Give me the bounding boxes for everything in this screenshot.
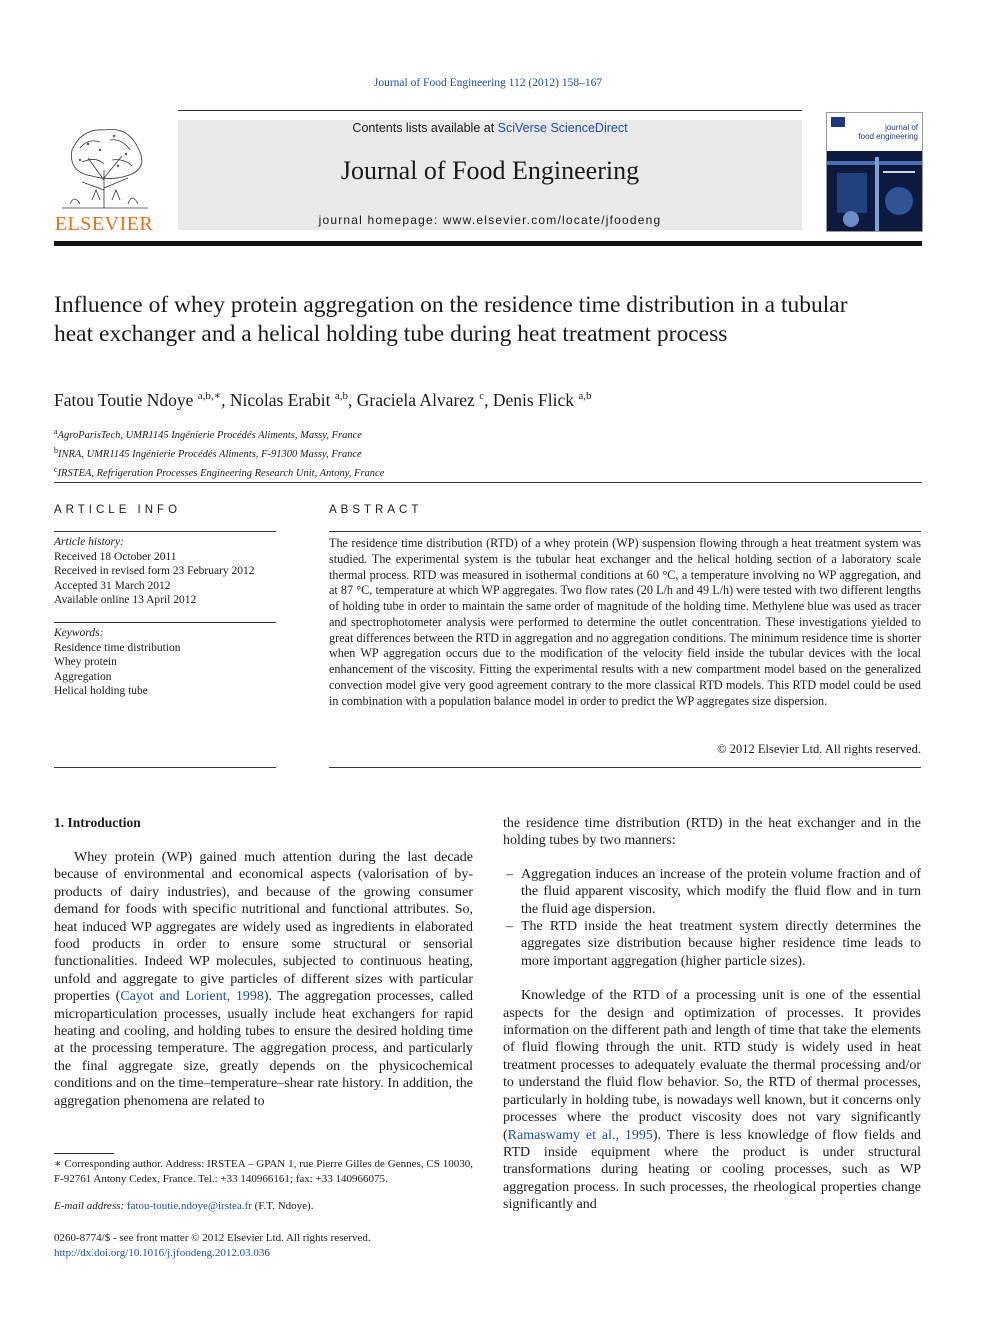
front-matter — [54, 1231, 371, 1260]
paragraph-text: Knowledge of the RTD of a processing unit is one of the essential aspects for the design and optimization of processes. It provides information on the different path and length of time that take the elements of fluid flowing through the unit. RTD study is widely used in heat treatment processes to adequately evaluate the thermal processing and/or to understand the fluid flow behavior. So, the RTD of thermal processes, particularly in holding tube, is nowadays well known, but it concerns only processes where the product viscosity does not vary significantly ( — [503, 988, 921, 1143]
author-affiliation-marker[interactable]: a,b — [578, 390, 592, 402]
affiliation-list — [54, 424, 384, 481]
keywords-label: Keywords: — [54, 627, 104, 639]
corresponding-author-footnote: ∗ Corresponding author. Address: IRSTEA – GPAN 1, rue Pierre Gilles de Gennes, CS 10030, F-92761 Antony Cedex, France. Tel.: +33 140966161; fax: +33 140966075. — [54, 1158, 473, 1185]
homepage-url[interactable]: www.elsevier.com/locate/jfoodeng — [442, 213, 662, 227]
author-name[interactable]: Denis Flick — [492, 390, 575, 410]
article-title: Influence of whey protein aggregation on the residence time distribution in a tubular heat exchanger and a helical holding tube during heat treatment process — [54, 292, 848, 347]
sciencedirect-link[interactable]: SciVerse ScienceDirect — [497, 121, 628, 135]
citation-link[interactable]: Ramaswamy et al., 1995 — [507, 1127, 653, 1143]
email-footnote — [54, 1200, 473, 1212]
abstract-heading: ABSTRACT — [329, 504, 423, 516]
article-info-heading: ARTICLE INFO — [54, 504, 182, 516]
abstract-copyright: © 2012 Elsevier Ltd. All rights reserved. — [717, 742, 921, 756]
journal-citation[interactable] — [0, 77, 976, 89]
section-rule — [54, 531, 276, 532]
affiliation-text: IRSTEA, Refrigeration Processes Engineering Research Unit, Antony, France — [57, 468, 385, 479]
citation-link[interactable]: Journal of Food Engineering 112 (2012) 158–167 — [373, 77, 603, 89]
author-name[interactable]: Nicolas Erabit — [229, 390, 331, 410]
footnote-rule — [54, 1153, 114, 1154]
doi-link[interactable]: http://dx.doi.org/10.1016/j.jfoodeng.2012.03.036 — [54, 1246, 270, 1259]
body-paragraph: the residence time distribution (RTD) in the heat exchanger and in the holding tubes by two manners: — [503, 816, 921, 849]
section-heading: 1. Introduction — [54, 815, 141, 830]
section-rule — [54, 767, 276, 768]
body-paragraph — [54, 849, 473, 1110]
paragraph-text: Whey protein (WP) gained much attention during the last decade because of environmental and economical aspects (valorisation of by-products of dairy industries), and because of the growing consumer demand for foods with specific nutritional and functional attributes. So, heat induced WP aggregates are widely used as ingredients in elaborated food products in order to ensure some structural or sensorial functionalities. Indeed WP molecules, subjected to continuous heating, unfold and aggregate to give particles of different sizes with particular properties ( — [54, 850, 473, 1005]
author-affiliation-marker[interactable]: a,b,∗ — [197, 390, 222, 402]
author-name[interactable]: Fatou Toutie Ndoye — [54, 390, 194, 410]
journal-name: Journal of Food Engineering — [340, 156, 640, 185]
affiliation-label: a — [54, 427, 58, 436]
author-affiliation-marker[interactable]: a,b — [334, 390, 349, 402]
paragraph-text: ). There is less knowledge of flow fields and RTD inside equipment where the product is under structural transformations during heating or cooling processes, such as WP aggregation process. In such processes, the rheological properties change significantly and — [503, 1127, 921, 1213]
elsevier-wordmark: ELSEVIER — [54, 213, 154, 235]
cover-title-line2: food engineering — [858, 132, 918, 141]
issn-line: 0260-8774/$ - see front matter © 2012 Elsevier Ltd. All rights reserved. — [54, 1232, 371, 1244]
journal-homepage — [178, 213, 802, 227]
list-item: – Aggregation induces an increase of the protein volume fraction and of the fluid apparent viscosity, which modify the fluid flow and in turn the fluid age dispersion. — [521, 866, 921, 918]
abstract-text: The residence time distribution (RTD) of a whey protein (WP) suspension flowing through a heat treatment system was studied. The experimental system is the tubular heat exchanger and the helical holding section of a laboratory scale thermal process. RTD was measured in isothermal conditions at 60 °C, a temperature involving no WP aggregation, and at 87 °C, temperature at which WP aggregates. Two flow rates (20 L/h and 49 L/h) were tested with two different lengths of holding tube in order to maintain the same order of magnitude of the holding time. Methylene blue was used as tracer and spectrophotometer analysis were performed to determine the outlet concentration. These investigations yielded to great differences between the RTD in aggregation and no aggregation conditions. The minimum residence time is shorter when WP aggregation occurs due to the modification of the velocity field inside the tubular devices with the local enhancement of the viscosity. Fitting the experimental results with a new compartment model based on the generalized convection model give very good agreement contrary to the more classical RTD models. This RTD model could be used in combination with a population balance model in order to predict the WP aggregates size dispersion. — [329, 536, 921, 708]
keyword-item: Residence time distribution — [54, 641, 181, 654]
list-item: – The RTD inside the heat treatment system directly determines the aggregates size distribution because higher residence time leads to more important aggregation (higher particle sizes). — [521, 918, 921, 970]
affiliation-text: AgroParisTech, UMR1145 Ingénierie Procédés Aliments, Massy, France — [57, 430, 362, 441]
article-history — [54, 535, 255, 608]
author-name[interactable]: Graciela Alvarez — [356, 390, 475, 410]
elsevier-logo — [52, 120, 156, 234]
affiliation-item — [54, 443, 384, 462]
header-rule — [178, 110, 802, 111]
affiliation-label: b — [54, 446, 58, 455]
author-list: Fatou Toutie Ndoye $^{a,b,∗}$, Nicolas Erabit $^{a,b}$, Graciela Alvarez $^c$, Denis Flick $^{a,b}$ — [54, 390, 592, 410]
section-rule — [329, 531, 921, 532]
keywords — [54, 626, 180, 699]
author-affiliation-marker[interactable]: c — [479, 390, 485, 402]
history-item: Received in revised form 23 February 2012 — [54, 565, 255, 577]
history-item: Available online 13 April 2012 — [54, 594, 197, 606]
keyword-item: Whey protein — [54, 656, 117, 668]
contents-line — [178, 121, 802, 135]
section-rule — [54, 622, 276, 623]
keyword-item: Helical holding tube — [54, 685, 148, 697]
history-label: Article history: — [54, 536, 124, 548]
section-rule — [54, 482, 922, 483]
homepage-prefix: journal homepage: — [318, 213, 443, 227]
affiliation-item — [54, 424, 384, 443]
paragraph-text: ). The aggregation processes, called microparticulation processes, usually include heat exchangers for rapid heating and cooling, and holding tubes to ensure the desired holding time at the processing temperature. The aggregation process, and particularly the final aggregate size, greatly depends on the physicochemical conditions and on the time–temperature–shear rate history. In addition, the aggregation phenomena are related to — [54, 989, 473, 1109]
body-left-column — [54, 849, 473, 1110]
email-link[interactable]: fatou-toutie.ndoye@irstea.fr — [126, 1200, 252, 1212]
affiliation-item — [54, 462, 384, 481]
history-item: Accepted 31 March 2012 — [54, 579, 171, 592]
section-rule — [329, 767, 921, 768]
history-item: Received 18 October 2011 — [54, 550, 177, 563]
header-thick-rule — [54, 241, 922, 246]
email-suffix: (F.T. Ndoye). — [251, 1200, 314, 1212]
journal-cover-thumbnail — [826, 112, 923, 232]
cover-graphic-icon — [827, 113, 922, 231]
body-paragraph — [503, 987, 921, 1213]
bullet-list — [503, 866, 921, 970]
affiliation-label: c — [54, 465, 58, 474]
body-right-column — [503, 815, 921, 1214]
cover-title-line1: journal of — [885, 123, 918, 132]
citation-link[interactable]: Cayot and Lorient, 1998 — [120, 989, 264, 1005]
keyword-item: Aggregation — [54, 670, 112, 683]
email-label: E-mail address: — [54, 1200, 127, 1212]
elsevier-tree-icon — [52, 120, 156, 212]
affiliation-text: INRA, UMR1145 Ingénierie Procédés Aliments, F-91300 Massy, France — [58, 449, 362, 460]
contents-prefix: Contents lists available at — [352, 121, 498, 135]
